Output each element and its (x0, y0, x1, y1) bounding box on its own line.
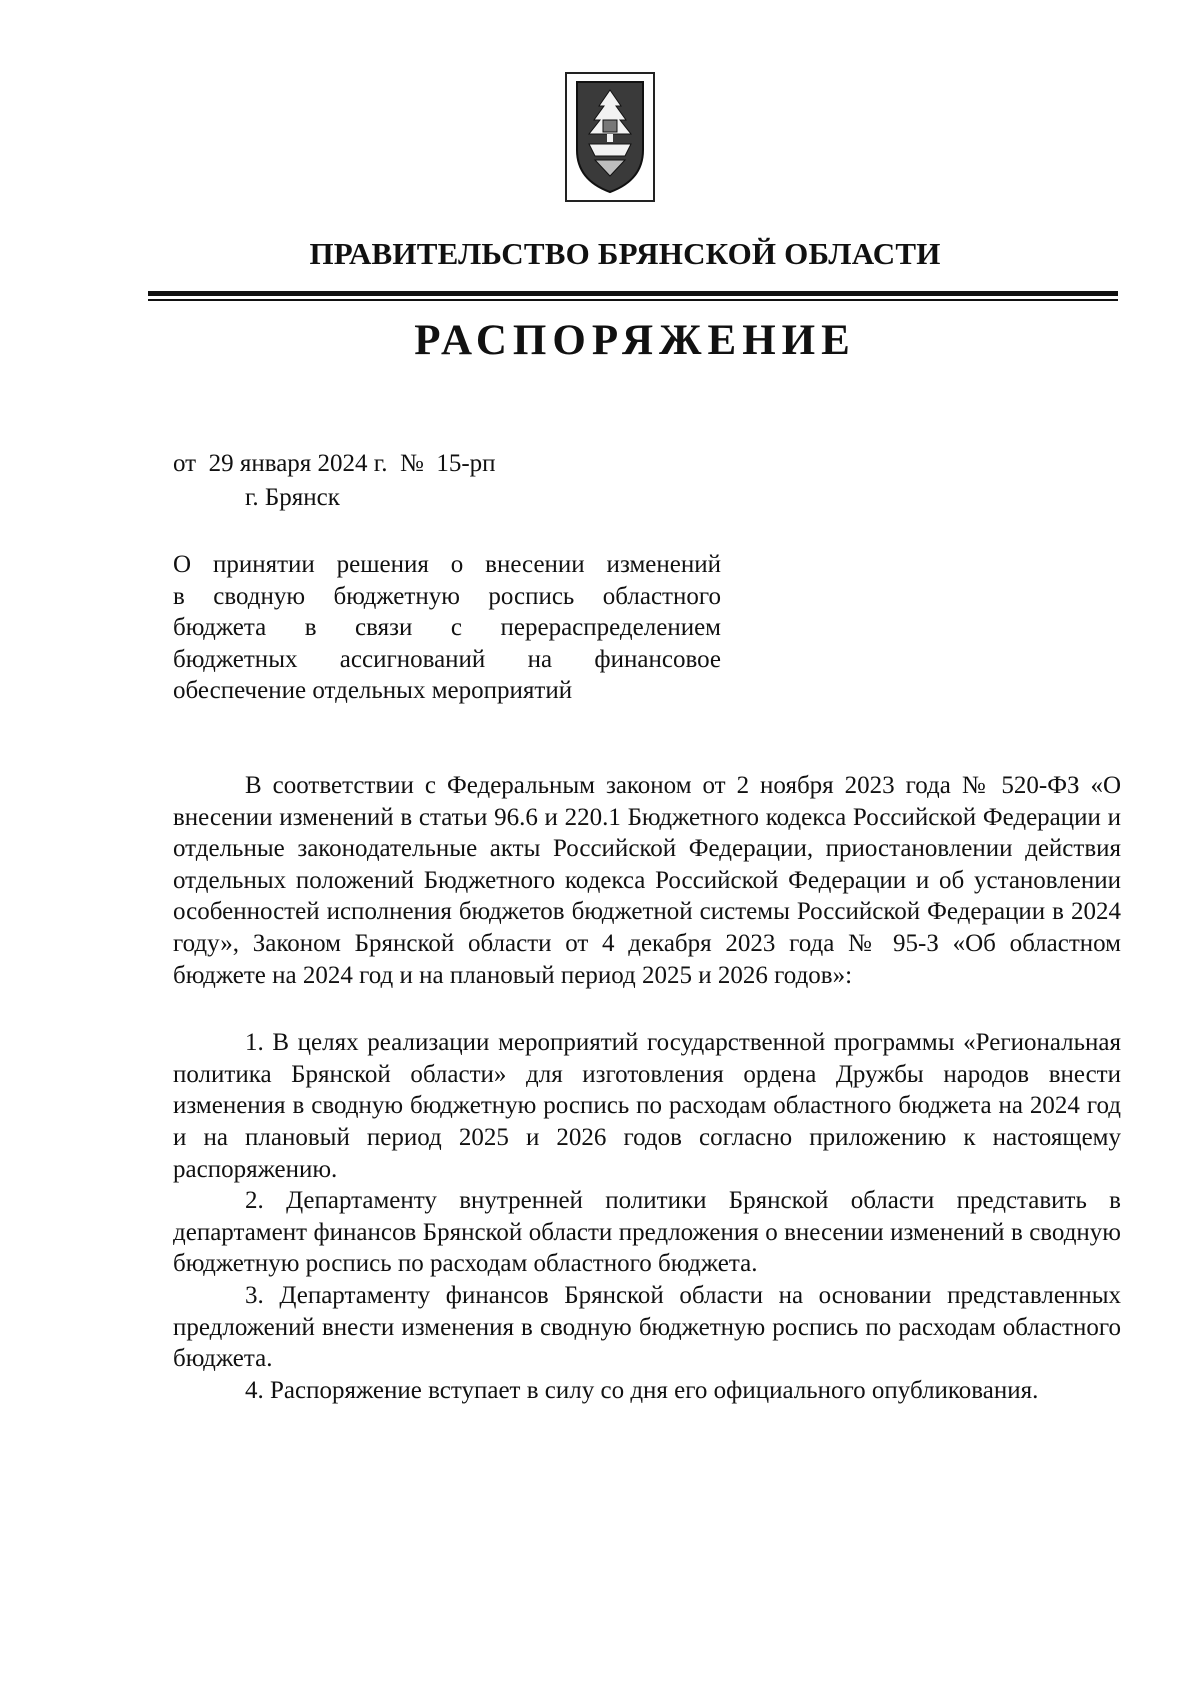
document-date: 29 января 2024 г. (208, 450, 388, 477)
preamble-paragraph: В соответствии с Федеральным законом от 2 ноября 2023 года № 520-ФЗ «О внесении изменений в статьи 96.6 и 220.1 Бюджетного кодекса Российской Федерации и отдельные законодательные акты Российской Федерации, приостановлении действия отдельных положений Бюджетного кодекса Российской Федерации и об установлении особенностей исполнения бюджетов бюджетной системы Российской Федерации в 2024 году», Законом Брянской области от 4 декабря 2023 года № 95-З «Об областном бюджете на 2024 год и на плановый период 2025 и 2026 годов»: (173, 772, 1121, 989)
clause-paragraph: 3. Департаменту финансов Брянской области на основании представленных предложений внести изменения в сводную бюджетную роспись по расходам областного бюджета. (173, 1281, 1121, 1373)
header-divider-thin (148, 299, 1118, 301)
city: г. Брянск (245, 484, 340, 511)
document-type-title: РАСПОРЯЖЕНИЕ (414, 317, 856, 364)
organization-name: ПРАВИТЕЛЬСТВО БРЯНСКОЙ ОБЛАСТИ (309, 236, 941, 271)
clause-paragraph: 4. Распоряжение вступает в силу со дня его официального опубликования. (245, 1376, 1039, 1404)
clause-paragraph: 1. В целях реализации мероприятий государственной программы «Региональная политика Брянской области» для изготовления ордена Дружбы народов внести изменения в сводную бюджетную роспись по расходам областного бюджета на 2024 год и на плановый период 2025 и 2026 годов согласно приложению к настоящему распоряжению. (173, 1029, 1121, 1183)
subject-line: в сводную бюджетную роспись областного (173, 582, 721, 610)
date-and-number-line (173, 450, 496, 478)
subject-line: бюджетных ассигнований на финансовое (173, 645, 721, 673)
bryansk-coat-of-arms-icon (565, 72, 655, 202)
subject-line: обеспечение отдельных мероприятий (173, 677, 573, 704)
subject-line: бюджета в связи с перераспределением (173, 614, 721, 641)
header-divider-thick (148, 291, 1118, 296)
document-subject (173, 549, 721, 707)
number-sign: № (400, 450, 424, 477)
date-prefix: от (173, 450, 197, 477)
subject-line: О принятии решения о внесении изменений (173, 551, 721, 578)
document-number: 15-рп (436, 450, 496, 477)
document-body (173, 770, 1121, 1406)
clause-paragraph: 2. Департаменту внутренней политики Брянской области представить в департамент финансов Брянской области предложения о внесении изменений в сводную бюджетную роспись по расходам областного бюджета. (173, 1187, 1121, 1278)
